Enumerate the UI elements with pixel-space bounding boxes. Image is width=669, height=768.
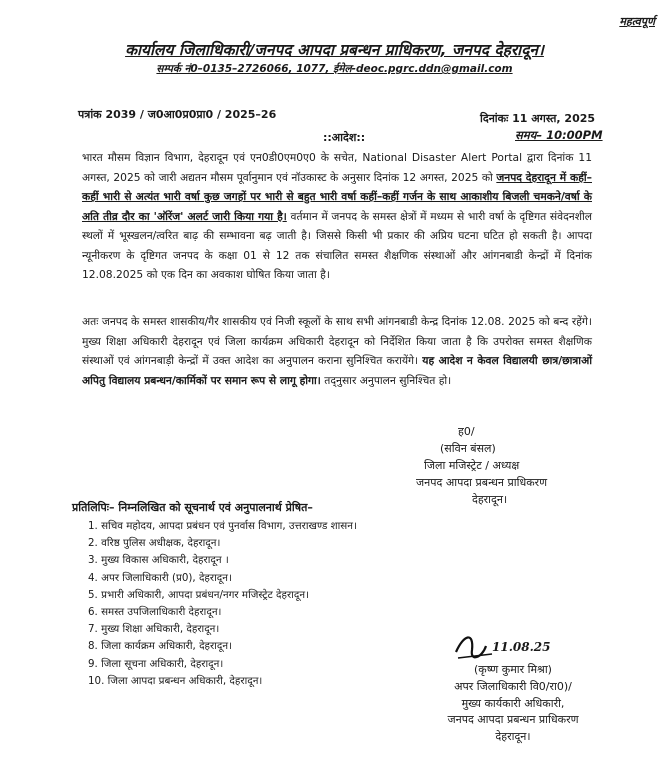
signatory2-name: (कृष्ण कुमार मिश्रा) (474, 663, 552, 676)
para2-bold-text: यह आदेश न केवल विद्यालयी छात्र/छात्राओं अपितु विद्यालय प्रबन्धन/कार्मिकों पर समान रूप से लागू होगा। (82, 354, 592, 387)
list-item: 10. जिला आपदा प्रबन्धन अधिकारी, देहरादून। (88, 674, 263, 687)
signatory-block-adm (398, 662, 628, 746)
copy-to-heading: प्रतिलिपिः– निम्नलिखित को सूचनार्थ एवं अनुपालनार्थ प्रेषित– (72, 501, 313, 514)
sign-mark: ह0/ (458, 425, 475, 438)
list-item: 6. समस्त उपजिलाधिकारी देहरादून। (88, 606, 222, 619)
letter-time: समय– 10:00PM (515, 128, 603, 142)
para2-text-a: अतः जनपद के समस्त शासकीय/गैर शासकीय एवं निजी स्कूलों के साथ सभी आंगनबाडी केन्द्र दिनांक 12.08. 2025 को बन्द रहेंगे। मुख्य शिक्षा अधिकारी देहरादून एवं जिला कार्यक्रम अधिकारी देहरादून को निर्देशित किया जाता है कि उपरोक्त समस्त शैक्षणिक संस्थाओं एवं आंगनबाड़ी केन्द्रों में उक्त आदेश का अनुपालन कराना सुनिश्चित करायेंगे। (82, 315, 592, 367)
handwritten-date: 11.08.25 (492, 640, 551, 654)
list-item: 2. वरिष्ठ पुलिस अधीक्षक, देहरादून। (88, 537, 221, 550)
signatory2-designation: अपर जिलाधिकारी वि0/रा0)/ (454, 679, 572, 693)
alert-highlight: जनपद देहरादून में कहीं–कहीं भारी से अत्यंत भारी वर्षा कुछ जगहों पर भारी से बहुत भारी वर्षा कहीं–कहीं गर्जन के साथ आकाशीय बिजली चमकने/वर्षा के अति तीव्र दौर का 'ऑरेंज' अलर्ट जारी किया गया है। (82, 170, 592, 223)
contact-line: सम्पर्क नं0–0135–2726066, 1077, ईमेल-deoc.pgrc.ddn@gmail.com (156, 63, 513, 75)
copy-to-list (88, 518, 357, 690)
important-mark: महत्वपूर्ण (619, 15, 655, 28)
letter-date: दिनांकः 11 अगस्त, 2025 (480, 112, 596, 125)
signatory2-place: देहरादून। (495, 730, 531, 744)
order-paragraph-1 (82, 148, 592, 285)
para2-text-b: तद्नुसार अनुपालन सुनिश्चित हो। (320, 373, 452, 387)
signatory2-role: मुख्य कार्यकारी अधिकारी, (461, 696, 565, 710)
signatory-place: देहरादून। (472, 493, 508, 506)
list-item: 7. मुख्य शिक्षा अधिकारी, देहरादून। (88, 623, 220, 636)
office-title: कार्यालय जिलाधिकारी/जनपद आपदा प्रबन्धन प्राधिकरण, जनपद देहरादून। (125, 41, 544, 59)
order-title: ::आदेश:: (323, 131, 366, 144)
reference-number: पत्रांक 2039 / ज0आ0प्र0प्रा0 / 2025–26 (78, 108, 277, 121)
para1-text-a: भारत मौसम विज्ञान विभाग, देहरादून एवं एन0डी0एम0ए0 के सचेत, National Disaster Alert Portal द्वारा दिनांक 11 अगस्त, 2025 को जारी अद्यतन मौसम पूर्वानुमान एवं नॉउकास्ट के अनुसार दिनांक 12 अगस्त, 2025 को (82, 151, 592, 184)
list-item: 5. प्रभारी अधिकारी, आपदा प्रबंधन/नगर मजिस्ट्रेट देहरादून। (88, 588, 309, 601)
list-item: 3. मुख्य विकास अधिकारी, देहरादून । (88, 554, 229, 567)
para1-text-b: वर्तमान में जनपद के समस्त क्षेत्रों में मध्यम से भारी वर्षा के दृष्टिगत संवेदनशील स्थलों में भूस्खलन/त्वरित बाढ़ की सम्भावना बढ़ जाती है। जिससे किसी भी प्रकार की अप्रिय घटना घटित हो सकती है। आपदा न्यूनीकरण के दृष्टिगत जनपद के कक्षा 01 से 12 तक संचालित समस्त शैक्षणिक संस्थाओं और आंगनबाडी केन्द्रों में दिनांक 12.08.2025 को एक दिन का अवकाश घोषित किया जाता है। (82, 209, 592, 281)
list-item: 1. सचिव महोदय, आपदा प्रबंधन एवं पुनर्वास विभाग, उत्तराखण्ड शासन। (88, 520, 357, 532)
signatory-designation: जिला मजिस्ट्रेट / अध्यक्ष (424, 459, 520, 472)
signatory-name: (सविन बंसल) (440, 442, 496, 455)
signatory2-authority: जनपद आपदा प्रबन्धन प्राधिकरण (447, 713, 579, 727)
list-item: 8. जिला कार्यक्रम अधिकारी, देहरादून। (88, 640, 232, 653)
list-item: 4. अपर जिलाधिकारी (प्र0), देहरादून। (88, 571, 232, 584)
order-paragraph-2 (82, 312, 592, 390)
signatory-block-dm (416, 423, 616, 508)
list-item: 9. जिला सूचना अधिकारी, देहरादून। (88, 657, 224, 670)
signatory-authority: जनपद आपदा प्रबन्धन प्राधिकरण (416, 476, 548, 489)
